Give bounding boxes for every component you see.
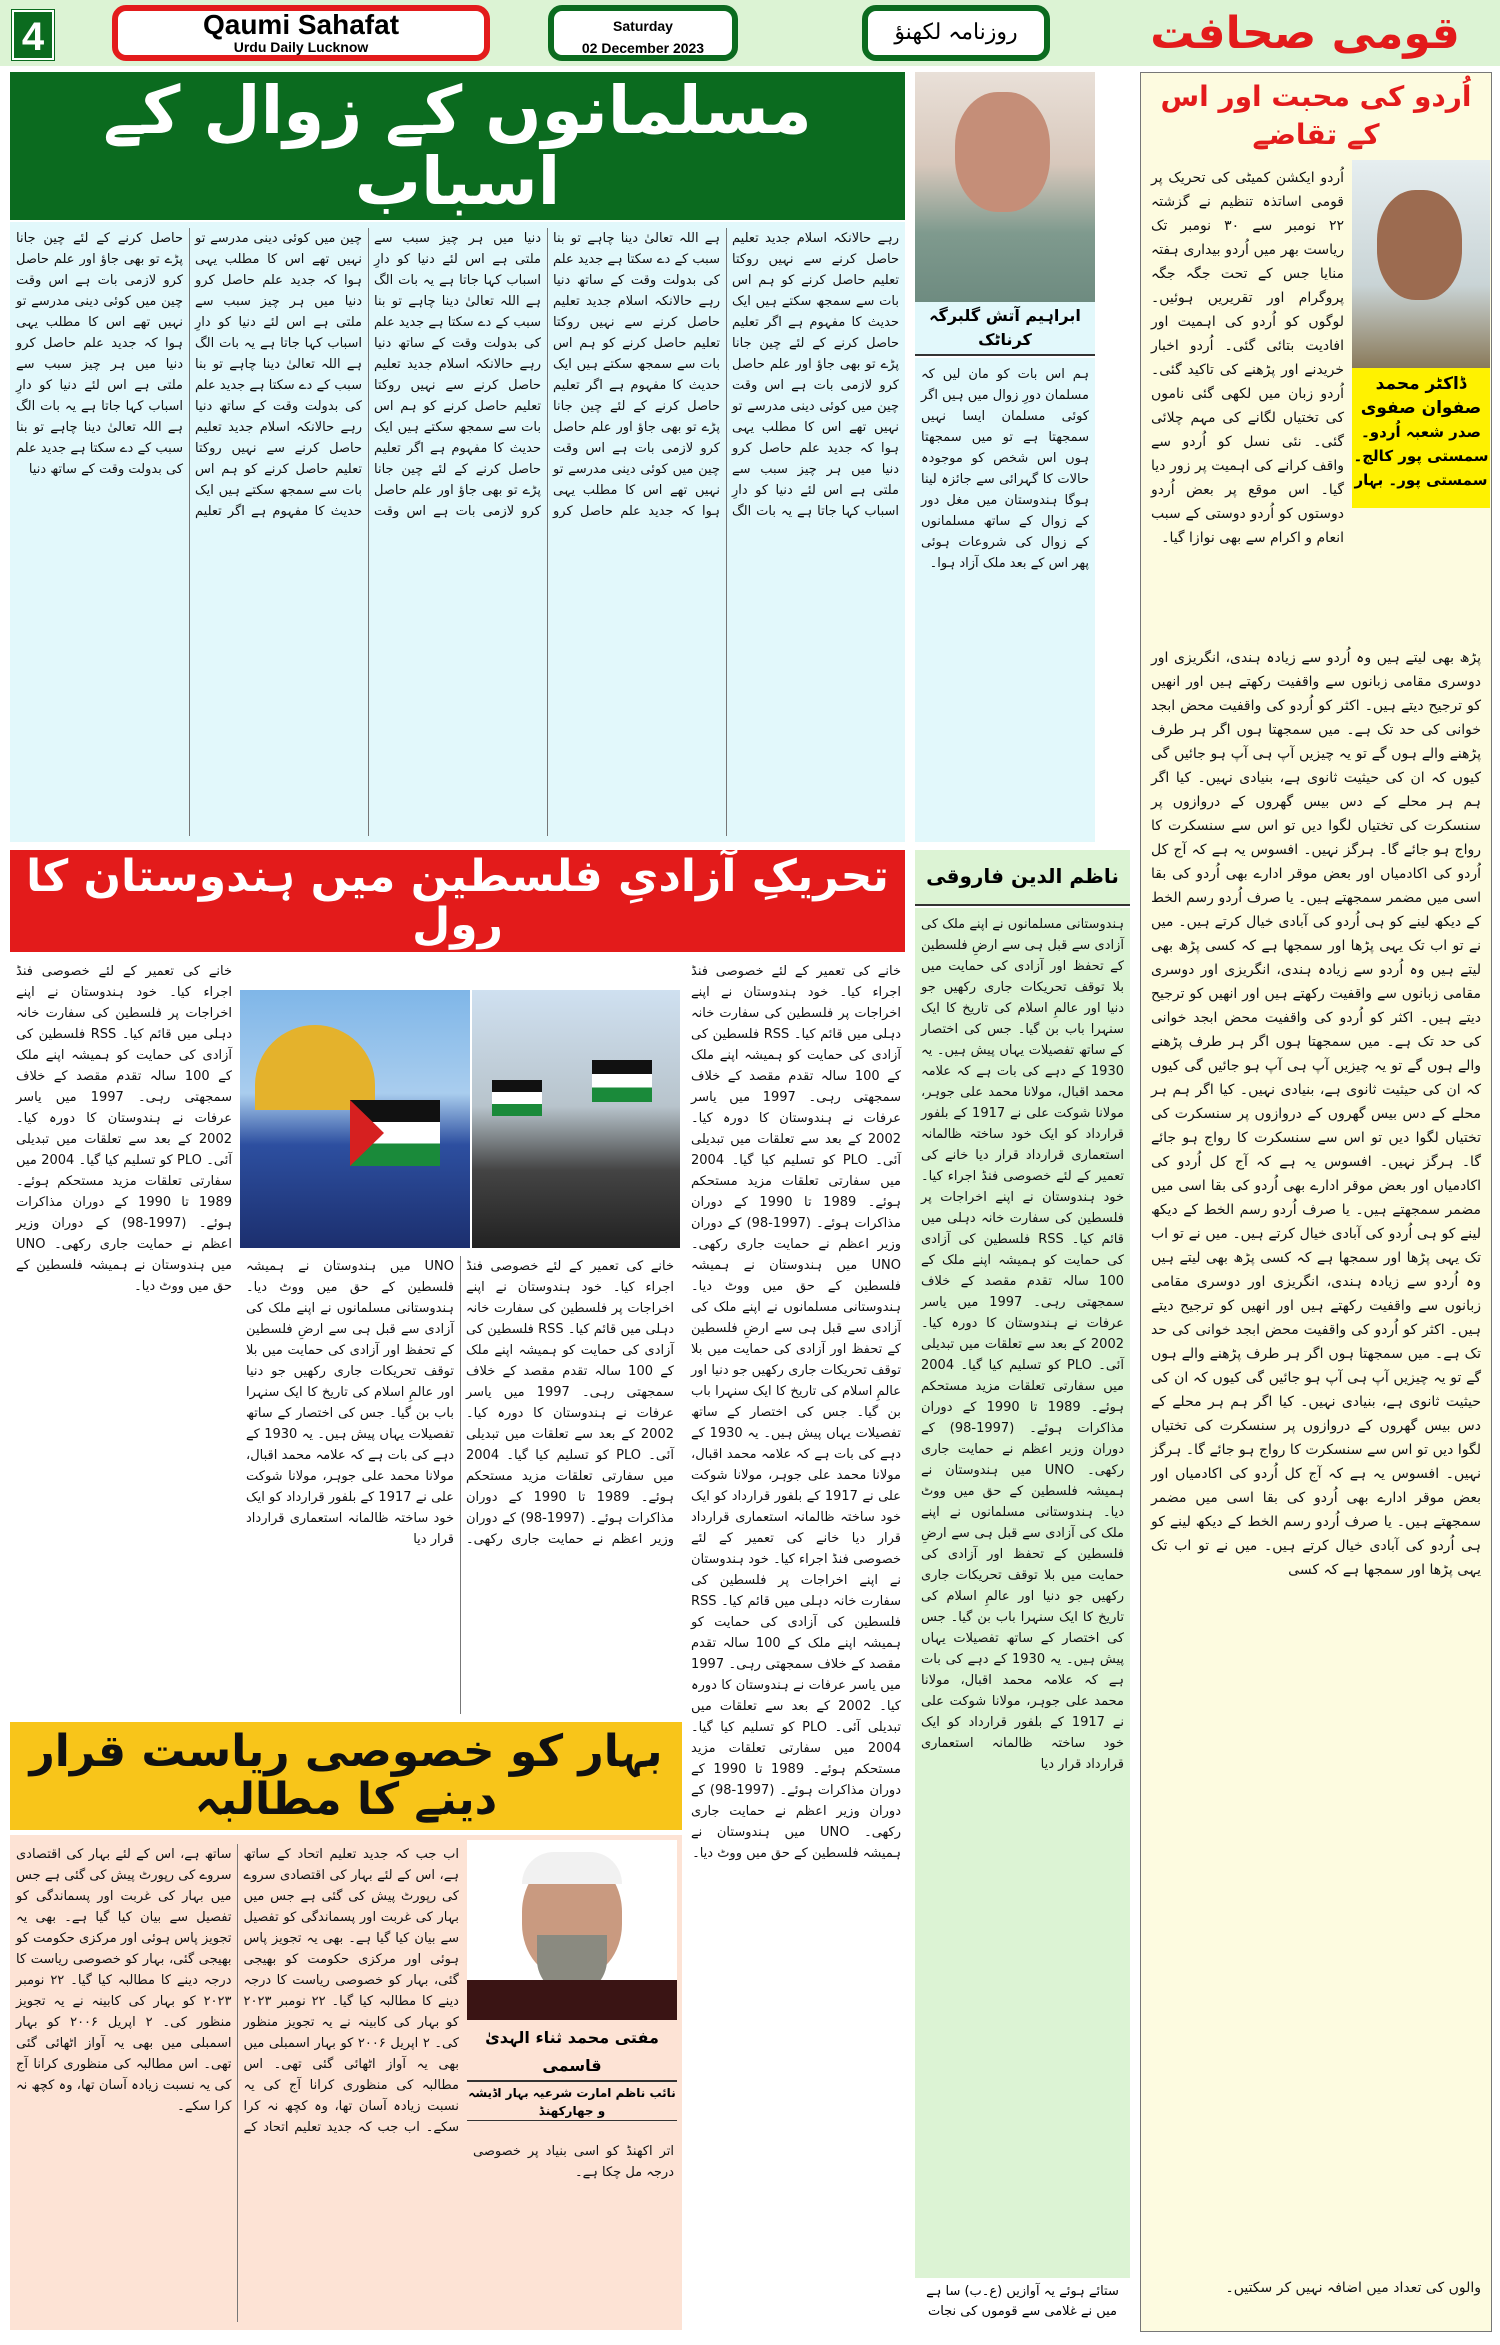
sidebar-closing: والوں کی تعداد میں اضافہ نہیں کر سکتیں۔: [1225, 2280, 1481, 2296]
sidebar-body: [1145, 640, 1487, 2265]
article2-text: خانے کی تعمیر کے لئے خصوصی فنڈ اجراء کیا۔ خود ہندوستان نے اپنے اخراجات پر فلسطین کی سفارت خانہ دہلی میں قائم کیا۔ RSS فلسطین کی آزادی کی حمایت کو ہمیشہ اپنے ملک کے 100 سالہ تقدم مقصد کے خلاف سمجھتی رہی۔ 1997 میں یاسر عرفات نے ہندوستان کا دورہ کیا۔ 2002 کے بعد سے تعلقات میں تبدیلی آئی۔ PLO کو تسلیم کیا گیا۔ 2004 میں سفارتی تعلقات مزید مستحکم ہوئے۔ 1989 تا 1990 کے دوران مذاکرات ہوئے۔ (1997-98) کے دوران وزیر اعظم نے حمایت جاری رکھی۔ UNO میں ہندوستان نے ہمیشہ فلسطین کے حق میں ووٹ دیا۔: [16, 964, 233, 1294]
article2-intro: [915, 908, 1130, 2278]
article2-text: خانے کی تعمیر کے لئے خصوصی فنڈ اجراء کیا۔ خود ہندوستان نے اپنے اخراجات پر فلسطین کی سفارت خانہ دہلی میں قائم کیا۔ RSS فلسطین کی آزادی کی حمایت کو ہمیشہ اپنے ملک کے 100 سالہ تقدم مقصد کے خلاف سمجھتی رہی۔ 1997 میں یاسر عرفات نے ہندوستان کا دورہ کیا۔ 2002 کے بعد سے تعلقات میں تبدیلی آئی۔ PLO کو تسلیم کیا گیا۔ 2004 میں سفارتی تعلقات مزید مستحکم ہوئے۔ 1989 تا 1990 کے دوران مذاکرات ہوئے۔ (1997-98) کے دوران وزیر اعظم نے حمایت جاری رکھی۔ UNO میں ہندوستان نے ہمیشہ فلسطین کے حق میں ووٹ دیا۔: [246, 1259, 675, 1547]
sidebar-text: پڑھ بھی لیتے ہیں وہ اُردو سے زیادہ ہندی، انگریزی اور دوسری مقامی زبانوں سے واقفیت رکھتے ہیں اور انھیں کو ترجیح دیتے ہیں۔ اکثر کو اُردو کی واقفیت محض ابجد خوانی کی حد تک ہے۔ میں سمجھتا ہوں اگر ہر طرف پڑھنے والے ہوں گے تو یہ چیزیں آپ ہی آپ ہو جائیں گی کیوں کہ ان کی حیثیت ثانوی ہے، بنیادی نہیں۔ کیا اگر ہم ہر محلے کے دس بیس گھروں کے دروازوں پر سنسکرت کی تختیاں لگوا دیں تو اس سے سنسکرت کا رواج ہو جائے گا۔ ہرگز نہیں۔ افسوس یہ ہے کہ آج کل اُردو کی اکادمیاں اور بعض موقر ادارے بھی اُردو کی بقا اسی میں مضمر سمجھتے ہیں۔ یا صرف اُردو رسم الخط کے دیکھ لینے کو ہی اُردو کی آبادی خیال کرتے ہیں۔ میں نے تو اب تک یہی پڑھا اور سمجھا ہے کہ کسی: [1151, 938, 1482, 1266]
article2-text: ہندوستانی مسلمانوں نے اپنے ملک کی آزادی سے قبل ہی سے ارضِ فلسطین کے تحفظ اور آزادی کی حمایت میں بلا توقف تحریکات جاری رکھیں جو دنیا اور عالمِ اسلام کی تاریخ کا ایک سنہرا باب بن گیا۔ جس کی اختصار کے ساتھ تفصیلات یہاں پیش ہیں۔ یہ 1930 کے دہے کی بات ہے کہ علامہ محمد اقبال، مولانا محمد علی جوہر، مولانا شوکت علی نے 1917 کے بلفور قرارداد کو ایک خود ساختہ ظالمانہ استعماری قرارداد قرار دیا: [246, 1301, 454, 1547]
article2-column-mid: [240, 1250, 680, 1720]
article3-author-photo: [467, 1840, 677, 2020]
article2-column-left: [10, 955, 238, 1720]
sidebar-intro: اُردو ایکشن کمیٹی کی تحریک پر قومی اساتذہ تنظیم نے گزشتہ ۲۲ نومبر سے ۳۰ نومبر تک ریاست بھر میں اُردو بیداری ہفتہ منایا جس کے تحت جگہ جگہ پروگرام اور تقریریں ہوئیں۔ لوگوں کو اُردو کی اہمیت اور افادیت بتائی گئی۔ اُردو اخبار خریدنے اور پڑھنے کی تاکید گئی۔ اُردو زبان میں لکھی گئی ناموں کی تختیاں لگانے کی مہم چلائی گئی۔ نئی نسل کو اُردو سے واقف کرانے کی اہمیت پر زور دیا گیا۔ اس موقع پر بعض اُردو دوستوں کو اُردو دوستی کے سبب انعام و اکرام سے بھی نوازا گیا۔: [1151, 170, 1344, 546]
article2-text: خانے کی تعمیر کے لئے خصوصی فنڈ اجراء کیا۔ خود ہندوستان نے اپنے اخراجات پر فلسطین کی سفارت خانہ دہلی میں قائم کیا۔ RSS فلسطین کی آزادی کی حمایت کو ہمیشہ اپنے ملک کے 100 سالہ تقدم مقصد کے خلاف سمجھتی رہی۔ 1997 میں یاسر عرفات نے ہندوستان کا دورہ کیا۔ 2002 کے بعد سے تعلقات میں تبدیلی آئی۔ PLO کو تسلیم کیا گیا۔ 2004 میں سفارتی تعلقات مزید مستحکم ہوئے۔ 1989 تا 1990 کے دوران مذاکرات ہوئے۔ (1997-98) کے دوران وزیر اعظم نے حمایت جاری رکھی۔ UNO میں ہندوستان نے ہمیشہ فلسطین کے حق میں ووٹ دیا۔: [921, 1148, 1125, 1520]
article1-author: ابراہیم آتش گلبرگہ کرناٹک: [915, 302, 1095, 356]
protest-photo: [472, 990, 680, 1248]
article3-author-box: [467, 2024, 677, 2124]
article2-text: خانے کی تعمیر کے لئے خصوصی فنڈ اجراء کیا۔ خود ہندوستان نے اپنے اخراجات پر فلسطین کی سفارت خانہ دہلی میں قائم کیا۔ RSS فلسطین کی آزادی کی حمایت کو ہمیشہ اپنے ملک کے 100 سالہ تقدم مقصد کے خلاف سمجھتی رہی۔ 1997 میں یاسر عرفات نے ہندوستان کا دورہ کیا۔ 2002 کے بعد سے تعلقات میں تبدیلی آئی۔ PLO کو تسلیم کیا گیا۔ 2004 میں سفارتی تعلقات مزید مستحکم ہوئے۔ 1989 تا 1990 کے دوران مذاکرات ہوئے۔ (1997-98) کے دوران وزیر اعظم نے حمایت جاری رکھی۔ UNO میں ہندوستان نے ہمیشہ فلسطین کے حق میں ووٹ دیا۔: [691, 1531, 902, 1861]
article3-author-title: نائب ناظم امارت شرعیہ بہار اڈیشہ و جھارکھنڈ: [467, 2082, 677, 2121]
article3-closing: اتر اکھنڈ کو اسی بنیاد پر خصوصی درجہ مل چکا ہے۔: [473, 2144, 674, 2180]
dome-of-the-rock-photo: [240, 990, 470, 1248]
article3-body: [10, 1838, 465, 2328]
article1-text: رہے حالانکہ اسلام جدید تعلیم حاصل کرنے سے نہیں روکتا تعلیم حاصل کرنے کو ہم اس بات سے سمجھ سکتے ہیں ایک حدیث کا مفہوم ہے اگر تعلیم حاصل کرنے کے لئے چین جانا پڑے تو بھی جاؤ اور علم حاصل کرو لازمی بات ہے اس وقت چین میں کوئی دینی مدرسے تو نہیں تھے اس کا مطلب یہی ہوا کہ جدید علم حاصل کرو دنیا میں ہر چیز سبب سے ملتی ہے اس لئے دنیا کو دارِ اسباب کہا جاتا ہے یہ بات الگ ہے اللہ تعالیٰ دینا چاہے تو بنا سبب کے دے سکتا ہے جدید علم کی بدولت وقت کے ساتھ دنیا: [195, 231, 541, 519]
article2-headline: تحریکِ آزادیِ فلسطین میں ہندوستان کا رول: [10, 850, 905, 952]
article1-intro: [915, 358, 1095, 842]
newspaper-subtitle: Urdu Daily Lucknow: [233, 39, 369, 55]
article1-text: رہے حالانکہ اسلام جدید تعلیم حاصل کرنے سے نہیں روکتا تعلیم حاصل کرنے کو ہم اس بات سے سمجھ سکتے ہیں ایک حدیث کا مفہوم ہے اگر تعلیم حاصل کرنے کے لئے چین جانا پڑے تو بھی جاؤ اور علم حاصل کرو لازمی بات ہے اس وقت چین میں کوئی دینی مدرسے تو نہیں تھے اس کا مطلب یہی ہوا کہ جدید علم حاصل کرو دنیا میں ہر چیز سبب سے ملتی ہے اس لئے دنیا کو دارِ اسباب کہا جاتا ہے یہ بات الگ ہے اللہ تعالیٰ دینا چاہے تو بنا سبب کے دے سکتا ہے جدید علم کی بدولت وقت کے ساتھ دنیا: [16, 231, 362, 519]
article2-intro-text: ہندوستانی مسلمانوں نے اپنے ملک کی آزادی سے قبل ہی سے ارضِ فلسطین کے تحفظ اور آزادی کی حمایت میں بلا توقف تحریکات جاری رکھیں جو دنیا اور عالمِ اسلام کی تاریخ کا ایک سنہرا باب بن گیا۔ جس کی اختصار کے ساتھ تفصیلات یہاں پیش ہیں۔ یہ 1930 کے دہے کی بات ہے کہ علامہ محمد اقبال، مولانا محمد علی جوہر، مولانا شوکت علی نے 1917 کے بلفور قرارداد کو ایک خود ساختہ ظالمانہ استعماری قرارداد قرار دیا: [921, 917, 1124, 1163]
page-number: 4: [12, 10, 54, 60]
article3-headline: بہار کو خصوصی ریاست قرار دینے کا مطالبہ: [10, 1722, 682, 1830]
article2-text: ہندوستانی مسلمانوں نے اپنے ملک کی آزادی سے قبل ہی سے ارضِ فلسطین کے تحفظ اور آزادی کی حمایت میں بلا توقف تحریکات جاری رکھیں جو دنیا اور عالمِ اسلام کی تاریخ کا ایک سنہرا باب بن گیا۔ جس کی اختصار کے ساتھ تفصیلات یہاں پیش ہیں۔ یہ 1930 کے دہے کی بات ہے کہ علامہ محمد اقبال، مولانا محمد علی جوہر، مولانا شوکت علی نے 1917 کے بلفور قرارداد کو ایک خود ساختہ ظالمانہ استعماری قرارداد قرار دیا: [691, 1300, 901, 1546]
article2-author: ناظم الدین فاروقی: [915, 850, 1130, 906]
article2-closing: ستائے ہوئے یہ آوازیں (ع۔ب) سا ہے میں نے غلامی سے قوموں کی نجات: [926, 2284, 1119, 2319]
sidebar-author: ڈاکٹر محمد صفوان صفوی: [1360, 374, 1482, 418]
sidebar-headline: اُردو کی محبت اور اس کے تقاضے: [1160, 80, 1472, 151]
article2-text: خانے کی تعمیر کے لئے خصوصی فنڈ اجراء کیا۔ خود ہندوستان نے اپنے اخراجات پر فلسطین کی سفارت خانہ دہلی میں قائم کیا۔ RSS فلسطین کی آزادی کی حمایت کو ہمیشہ اپنے ملک کے 100 سالہ تقدم مقصد کے خلاف سمجھتی رہی۔ 1997 میں یاسر عرفات نے ہندوستان کا دورہ کیا۔ 2002 کے بعد سے تعلقات میں تبدیلی آئی۔ PLO کو تسلیم کیا گیا۔ 2004 میں سفارتی تعلقات مزید مستحکم ہوئے۔ 1989 تا 1990 کے دوران مذاکرات ہوئے۔ (1997-98) کے دوران وزیر اعظم نے حمایت جاری رکھی۔ UNO میں ہندوستان نے ہمیشہ فلسطین کے حق میں ووٹ دیا۔: [691, 964, 901, 1294]
article3-author: مفتی محمد ثناء الہدیٰ قاسمی: [467, 2024, 677, 2082]
date: 02 December 2023: [581, 40, 705, 56]
newspaper-title-box: [112, 5, 490, 61]
sidebar-author-box: [1352, 368, 1490, 508]
article1-intro-text: ہم اس بات کو مان لیں کہ مسلمان دورِ زوال میں ہیں اگر کوئی مسلمان ایسا نہیں سمجھتا ہے تو میں سمجھتا ہوں اس شخص کو موجودہ حالات کا گہرائی سے جائزہ لینا ہوگا ہندوستان میں مغل دور کے زوال کے ساتھ مسلمانوں کے زوال کی شروعات ہوئی پھر اس کے بعد ملک آزاد ہوا۔: [921, 367, 1089, 571]
article2-column-right: [685, 955, 907, 2330]
urdu-logo: قومی صحافت: [1150, 8, 1460, 59]
article3-text: اب جب کہ جدید تعلیم اتحاد کے ساتھ ہے، اس کے لئے بہار کی اقتصادی سروے کی رپورٹ پیش کی گئی ہے جس میں بہار کی غربت اور پسماندگی کو تفصیل سے بیان کیا گیا ہے۔ بھی یہ تجویز پاس ہوئی اور مرکزی حکومت کو بھیجی گئی، بہار کو خصوصی ریاست کا درجہ دینے کا مطالبہ کیا گیا۔ ۲۲ نومبر ۲۰۲۳ کو بہار کی کابینہ نے یہ تجویز منظور کی۔ ۲ اپریل ۲۰۰۶ کو بہار اسمبلی میں بھی یہ آواز اٹھائی گئی تھی۔ اس مطالبہ کی منظوری کرانا آج کی یہ نسبت زیادہ آسان تھا، وہ کچھ نہ کرا سکے۔: [16, 1847, 420, 2135]
article1-headline: مسلمانوں کے زوال کے اسباب: [10, 72, 905, 220]
sidebar-text: پڑھ بھی لیتے ہیں وہ اُردو سے زیادہ ہندی، انگریزی اور دوسری مقامی زبانوں سے واقفیت رکھتے ہیں اور انھیں کو ترجیح دیتے ہیں۔ اکثر کو اُردو کی واقفیت محض ابجد خوانی کی حد تک ہے۔ میں سمجھتا ہوں اگر ہر طرف پڑھنے والے ہوں گے تو یہ چیزیں آپ ہی آپ ہو جائیں گی کیوں کہ ان کی حیثیت ثانوی ہے، بنیادی نہیں۔ کیا اگر ہم ہر محلے کے دس بیس گھروں کے دروازوں پر سنسکرت کی تختیاں لگوا دیں تو اس سے سنسکرت کا رواج ہو جائے گا۔ ہرگز نہیں۔ افسوس یہ ہے کہ آج کل اُردو کی اکادمیاں اور بعض موقر ادارے بھی اُردو کی بقا اسی میں مضمر سمجھتے ہیں۔ یا صرف اُردو رسم الخط کے دیکھ لینے کو ہی اُردو کی آبادی خیال کرتے ہیں۔ میں نے تو اب تک یہی پڑھا اور سمجھا ہے کہ کسی: [1151, 650, 1481, 954]
article1-body: [10, 222, 905, 842]
sidebar-author-title: صدر شعبہ اُردو۔ سمستی پور کالج۔ سمستی پور۔ بہار: [1353, 423, 1489, 489]
sidebar-author-photo: [1352, 160, 1490, 368]
article1-text: رہے حالانکہ اسلام جدید تعلیم حاصل کرنے سے نہیں روکتا تعلیم حاصل کرنے کو ہم اس بات سے سمجھ سکتے ہیں ایک حدیث کا مفہوم ہے اگر تعلیم حاصل کرنے کے لئے چین جانا پڑے تو بھی جاؤ اور علم حاصل کرو لازمی بات ہے اس وقت چین میں کوئی دینی مدرسے تو نہیں تھے اس کا مطلب یہی ہوا کہ جدید علم حاصل کرو دنیا میں ہر چیز سبب سے ملتی ہے اس لئے دنیا کو دارِ اسباب کہا جاتا ہے یہ بات الگ ہے اللہ تعالیٰ دینا چاہے تو بنا سبب کے دے سکتا ہے جدید علم کی بدولت وقت کے ساتھ دنیا: [553, 231, 899, 519]
roznama-box: روزنامہ لکھنؤ: [862, 5, 1050, 61]
date-box: [548, 5, 738, 61]
day: Saturday: [613, 18, 673, 34]
article3-text: اب جب کہ جدید تعلیم اتحاد کے ساتھ ہے، اس کے لئے بہار کی اقتصادی سروے کی رپورٹ پیش کی گئی ہے جس میں بہار کی غربت اور پسماندگی کو تفصیل سے بیان کیا گیا ہے۔ بھی یہ تجویز پاس ہوئی اور مرکزی حکومت کو بھیجی گئی، بہار کو خصوصی ریاست کا درجہ دینے کا مطالبہ کیا گیا۔ ۲۲ نومبر ۲۰۲۳ کو بہار کی کابینہ نے یہ تجویز منظور کی۔ ۲ اپریل ۲۰۰۶ کو بہار اسمبلی میں بھی یہ آواز اٹھائی گئی تھی۔ اس مطالبہ کی منظوری کرانا آج کی یہ نسبت زیادہ آسان تھا، وہ کچھ نہ کرا سکے۔: [243, 1847, 460, 2135]
newspaper-title: Qaumi Sahafat: [202, 9, 400, 40]
sidebar-text: پڑھ بھی لیتے ہیں وہ اُردو سے زیادہ ہندی، انگریزی اور دوسری مقامی زبانوں سے واقفیت رکھتے ہیں اور انھیں کو ترجیح دیتے ہیں۔ اکثر کو اُردو کی واقفیت محض ابجد خوانی کی حد تک ہے۔ میں سمجھتا ہوں اگر ہر طرف پڑھنے والے ہوں گے تو یہ چیزیں آپ ہی آپ ہو جائیں گی کیوں کہ ان کی حیثیت ثانوی ہے، بنیادی نہیں۔ کیا اگر ہم ہر محلے کے دس بیس گھروں کے دروازوں پر سنسکرت کی تختیاں لگوا دیں تو اس سے سنسکرت کا رواج ہو جائے گا۔ ہرگز نہیں۔ افسوس یہ ہے کہ آج کل اُردو کی اکادمیاں اور بعض موقر ادارے بھی اُردو کی بقا اسی میں مضمر سمجھتے ہیں۔ یا صرف اُردو رسم الخط کے دیکھ لینے کو ہی اُردو کی آبادی خیال کرتے ہیں۔ میں نے تو اب تک یہی پڑھا اور سمجھا ہے کہ کسی: [1151, 1250, 1481, 1578]
article1-text: رہے حالانکہ اسلام جدید تعلیم حاصل کرنے سے نہیں روکتا تعلیم حاصل کرنے کو ہم اس بات سے سمجھ سکتے ہیں ایک حدیث کا مفہوم ہے اگر تعلیم حاصل کرنے کے لئے چین جانا پڑے تو بھی جاؤ اور علم حاصل کرو لازمی بات ہے اس وقت چین میں کوئی دینی مدرسے تو نہیں تھے اس کا مطلب یہی ہوا کہ جدید علم حاصل کرو دنیا میں ہر چیز سبب سے ملتی ہے اس لئے دنیا کو دارِ اسباب کہا جاتا ہے یہ بات الگ ہے اللہ تعالیٰ دینا چاہے تو بنا سبب کے دے سکتا ہے جدید علم کی بدولت وقت کے ساتھ دنیا: [374, 231, 720, 519]
article1-author-photo: [915, 72, 1095, 302]
article2-intro-text: ہندوستانی مسلمانوں نے اپنے ملک کی آزادی سے قبل ہی سے ارضِ فلسطین کے تحفظ اور آزادی کی حمایت میں بلا توقف تحریکات جاری رکھیں جو دنیا اور عالمِ اسلام کی تاریخ کا ایک سنہرا باب بن گیا۔ جس کی اختصار کے ساتھ تفصیلات یہاں پیش ہیں۔ یہ 1930 کے دہے کی بات ہے کہ علامہ محمد اقبال، مولانا محمد علی جوہر، مولانا شوکت علی نے 1917 کے بلفور قرارداد کو ایک خود ساختہ ظالمانہ استعماری قرارداد قرار دیا: [921, 1505, 1124, 1772]
